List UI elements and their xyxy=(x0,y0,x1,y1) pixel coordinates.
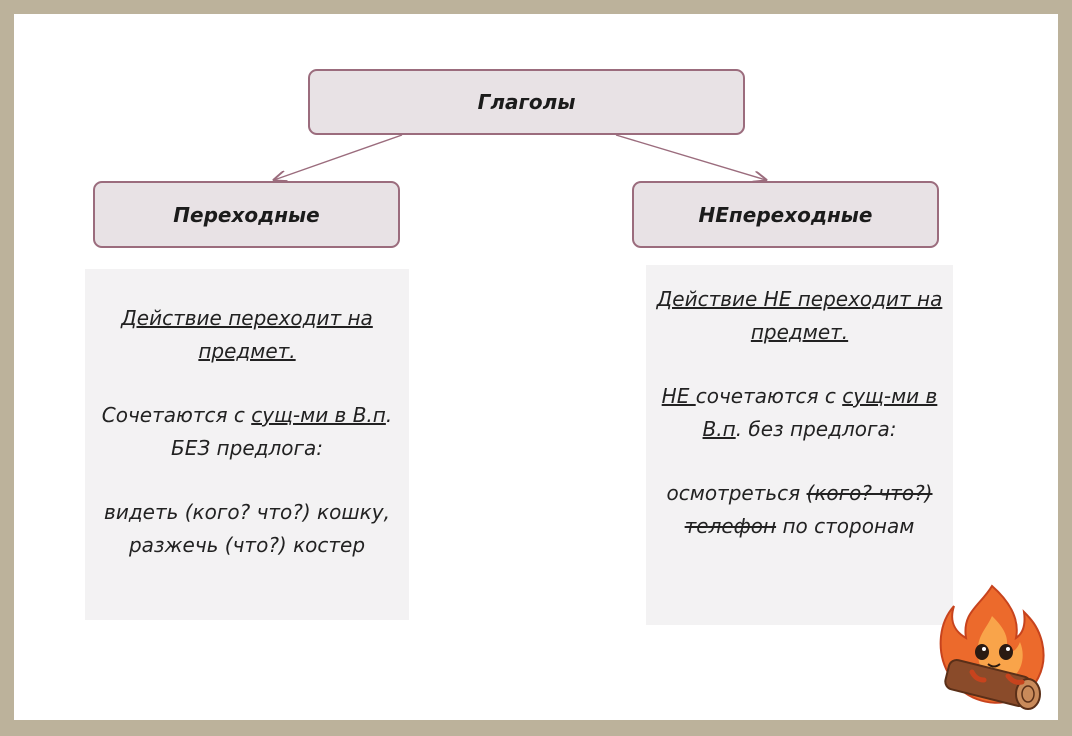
intransitive-definition xyxy=(646,283,953,348)
arrow-to-right xyxy=(616,135,766,180)
intransitive-example xyxy=(646,477,953,542)
transitive-definition-text: Действие переходит на предмет. xyxy=(121,306,373,363)
transitive-panel xyxy=(85,269,409,620)
intransitive-example-c: по сторонам xyxy=(776,513,915,538)
intransitive-rule-b: сочетаются с xyxy=(695,384,843,408)
transitive-rule-c: . БЕЗ предлога: xyxy=(171,403,393,460)
transitive-example-text: видеть (кого? что?) кошку, разжечь (что?) костер xyxy=(104,500,390,557)
root-node xyxy=(308,69,745,135)
arrow-to-left xyxy=(274,135,402,180)
root-label: Глаголы xyxy=(477,90,576,114)
intransitive-example-struck: (кого? что?) телефон xyxy=(684,481,933,538)
transitive-definition xyxy=(85,302,409,367)
intransitive-rule xyxy=(646,380,953,445)
intransitive-rule-c: сущ-ми в В.п xyxy=(702,384,938,441)
intransitive-definition-text: Действие НЕ переходит на предмет. xyxy=(656,287,943,344)
intransitive-label: НЕпереходные xyxy=(698,202,873,227)
intransitive-example-a: осмотреться xyxy=(666,481,807,505)
transitive-rule-b: сущ-ми в В.п xyxy=(251,403,386,427)
transitive-node xyxy=(93,181,400,248)
intransitive-rule-d: . без предлога: xyxy=(735,416,897,441)
fire-mascot-icon xyxy=(932,576,1052,716)
transitive-rule-a: Сочетаются с xyxy=(101,403,252,427)
intransitive-node xyxy=(632,181,939,248)
intransitive-panel xyxy=(646,265,953,625)
transitive-rule xyxy=(85,399,409,464)
transitive-example xyxy=(85,496,409,561)
diagram-card xyxy=(14,14,1058,720)
transitive-label: Переходные xyxy=(173,202,320,227)
intransitive-rule-a: НЕ xyxy=(661,384,696,408)
